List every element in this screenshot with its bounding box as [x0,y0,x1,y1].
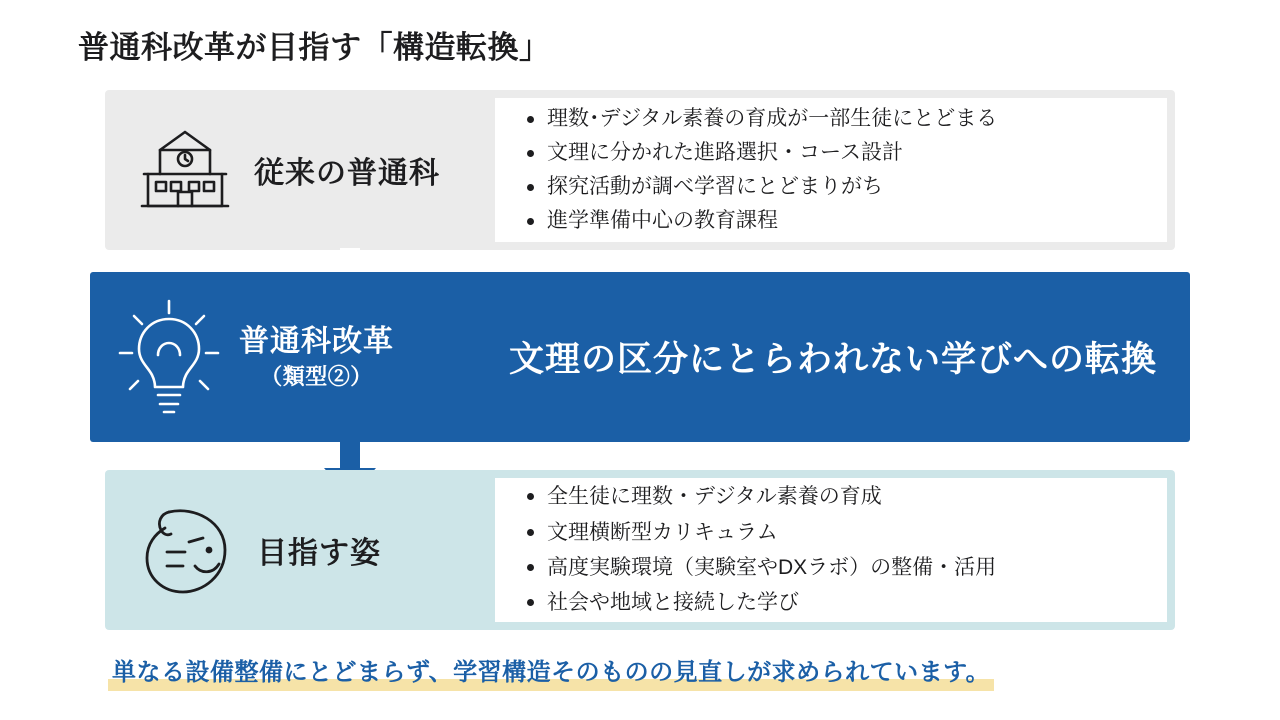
reform-headline: 文理の区分にとらわれない学びへの転換 [508,340,1157,379]
row-reform [90,272,1190,442]
list-item: 進学準備中心の教育課程 [521,204,1141,238]
footer-note: 単なる設備整備にとどまらず、学習構造そのものの見直しが求められています。 [108,650,994,691]
reform-label-zone [90,295,490,420]
list-item: 社会や地域と接続した学び [521,585,1141,620]
list-item: 文理に分かれた進路選択・コース設計 [521,136,1141,170]
school-building-icon [130,124,240,216]
list-item: 高度実験環境（実験室やDXラボ）の整備・活用 [521,550,1141,585]
current-label: 従来の普通科 [254,157,440,190]
row-current-course [105,90,1175,250]
row-goal [105,470,1175,630]
page-title: 普通科改革が目指す「構造転換」 [78,30,551,65]
current-label-zone [105,124,495,216]
reform-label-sub: （類型②） [260,363,373,389]
goal-bullet-panel [495,478,1167,622]
list-item: 理数･デジタル素養の育成が一部生徒にとどまる [521,102,1141,136]
goal-bullet-list [521,479,1141,620]
list-item: 探究活動が調べ学習にとどまりがち [521,170,1141,204]
list-item: 全生徒に理数・デジタル素養の育成 [521,479,1141,514]
current-bullet-panel [495,98,1167,242]
goal-label: 目指す姿 [257,537,381,570]
reform-label-main: 普通科改革 [239,325,394,359]
goal-label-zone [105,500,495,600]
current-bullet-list [521,102,1141,238]
winking-face-icon [133,500,241,600]
reform-label-stack [239,325,394,389]
lightbulb-idea-icon [112,295,227,420]
list-item: 文理横断型カリキュラム [521,515,1141,550]
